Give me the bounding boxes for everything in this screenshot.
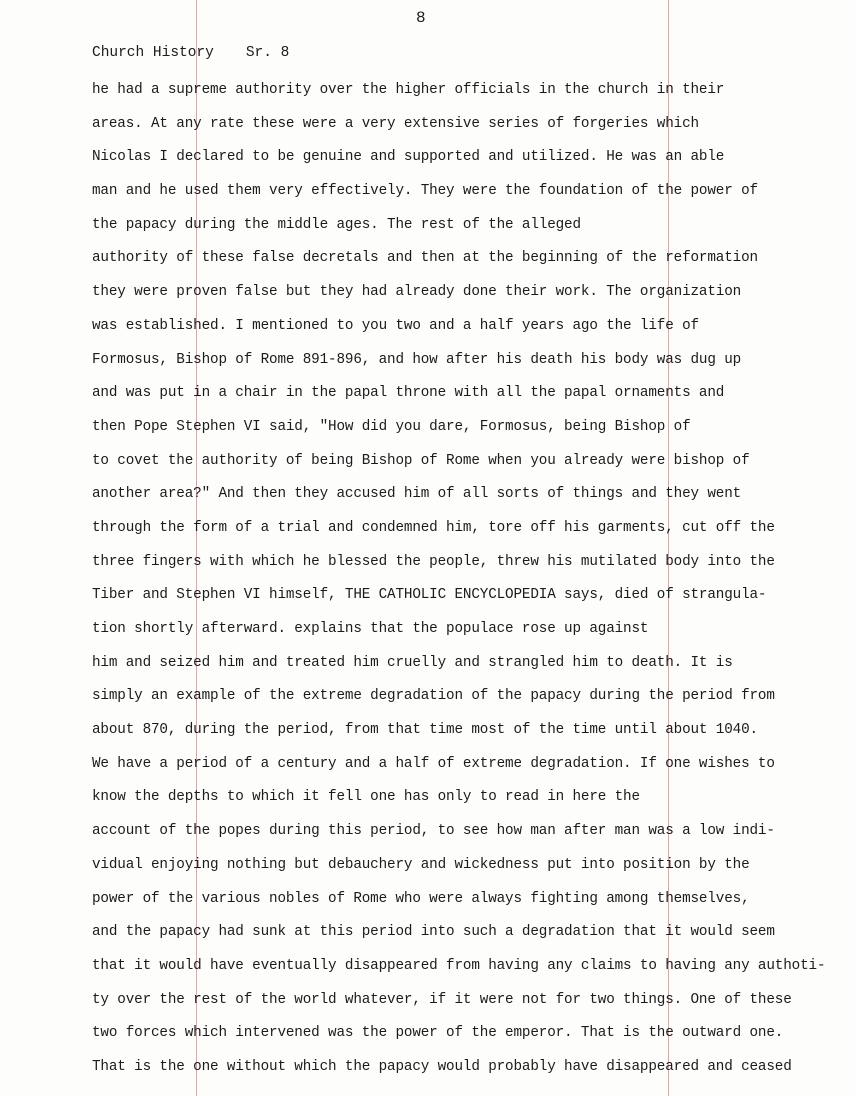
header-title: Church History: [92, 45, 214, 61]
text-line: another area?" And then they accused him of all sorts of things and they went: [92, 486, 742, 503]
text-line: authority of these false decretals and then at the beginning of the reformation: [92, 250, 758, 267]
text-line: he had a supreme authority over the higher officials in the church in their: [92, 82, 725, 98]
text-line: about 870, during the period, from that time most of the time until about 1040.: [92, 722, 758, 739]
text-line: account of the popes during this period, to see how man after man was a low indi-: [92, 823, 775, 840]
text-line: the papacy during the middle ages. The rest of the alleged: [92, 216, 581, 233]
text-line: power of the various nobles of Rome who were always fighting among themselves,: [92, 890, 750, 907]
text-line: tion shortly afterward. explains that the populace rose up against: [92, 621, 649, 637]
text-line: simply an example of the extreme degradation of the papacy during the period from: [92, 688, 775, 705]
text-line: then Pope Stephen VI said, "How did you dare, Formosus, being Bishop of: [92, 418, 691, 435]
text-line: That is the one without which the papacy would probably have disappeared and ceased: [92, 1058, 792, 1075]
text-line: man and he used them very effectively. They were the foundation of the power of: [92, 183, 758, 200]
text-line: him and seized him and treated him cruelly and strangled him to death. It is: [92, 654, 733, 671]
body-text: [92, 80, 826, 1091]
running-head: [92, 45, 289, 61]
header-series: Sr. 8: [245, 45, 290, 61]
text-line: to covet the authority of being Bishop of Rome when you already were bishop of: [92, 452, 750, 469]
page-number: 8: [416, 9, 426, 27]
text-line: through the form of a trial and condemned him, tore off his garments, cut off the: [92, 519, 775, 536]
text-line: was established. I mentioned to you two and a half years ago the life of: [92, 317, 699, 334]
text-line: three fingers with which he blessed the people, threw his mutilated body into the: [92, 553, 775, 570]
text-line: and was put in a chair in the papal throne with all the papal ornaments and: [92, 385, 725, 402]
text-line: that it would have eventually disappeared from having any claims to having any authoti-: [92, 957, 826, 974]
text-line: and the papacy had sunk at this period into such a degradation that it would seem: [92, 924, 775, 941]
text-line: Tiber and Stephen VI himself, THE CATHOLIC ENCYCLOPEDIA says, died of strangula-: [92, 587, 767, 604]
text-line: We have a period of a century and a half of extreme degradation. If one wishes to: [92, 755, 775, 772]
text-line: know the depths to which it fell one has only to read in here the: [92, 789, 640, 806]
text-line: two forces which intervened was the power of the emperor. That is the outward one.: [92, 1025, 784, 1042]
text-line: they were proven false but they had already done their work. The organization: [92, 284, 742, 301]
text-line: Nicolas I declared to be genuine and supported and utilized. He was an able: [92, 149, 725, 166]
text-line: ty over the rest of the world whatever, if it were not for two things. One of these: [92, 991, 792, 1008]
text-line: areas. At any rate these were a very extensive series of forgeries which: [92, 115, 699, 132]
text-line: vidual enjoying nothing but debauchery and wickedness put into position by the: [92, 856, 750, 873]
text-line: Formosus, Bishop of Rome 891-896, and how after his death his body was dug up: [92, 351, 742, 368]
